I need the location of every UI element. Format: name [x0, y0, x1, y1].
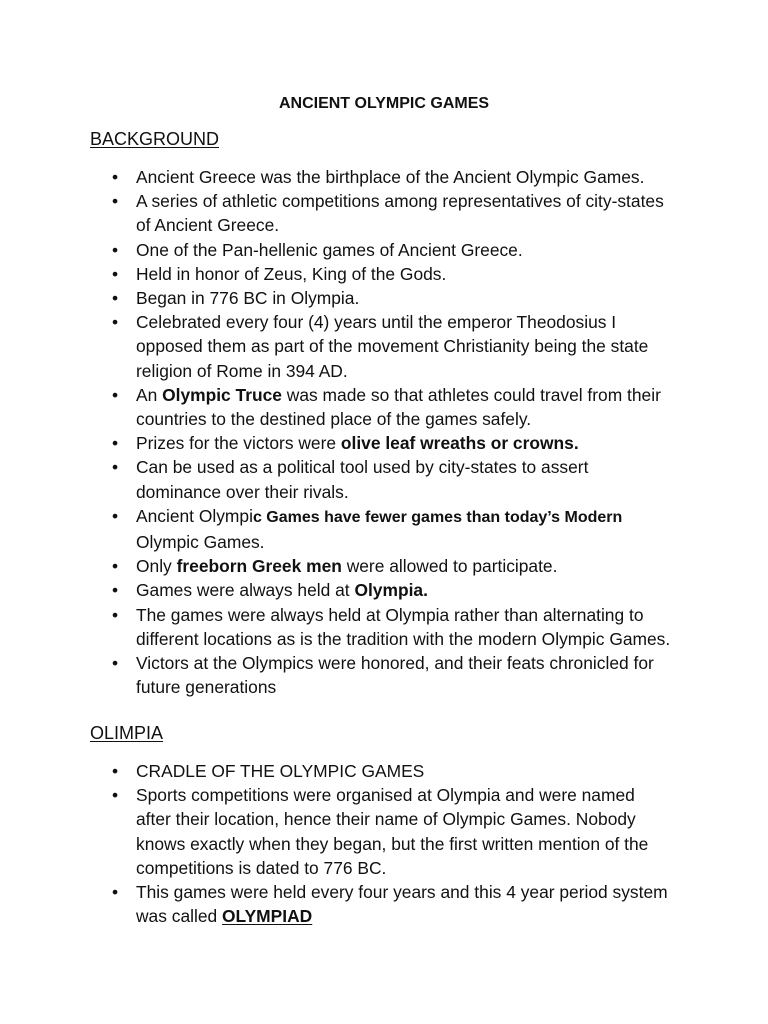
- bullet-item: [112, 554, 692, 578]
- bullet-icon: •: [112, 785, 119, 806]
- bullet-line: [136, 578, 692, 602]
- bullet-line: [136, 530, 692, 554]
- text-run: Celebrated every four (4) years until the emperor Theodosius I: [136, 312, 617, 333]
- bullet-line: [136, 431, 692, 455]
- olimpia-bullet-list: [112, 759, 692, 928]
- bullet-item: [112, 455, 692, 503]
- bullet-icon: •: [112, 580, 119, 601]
- text-run: religion of Rome in 394 AD.: [136, 360, 348, 381]
- text-run: dominance over their rivals.: [136, 481, 349, 502]
- bullet-icon: •: [112, 882, 119, 903]
- bullet-line: [136, 603, 692, 627]
- text-run: competitions is dated to 776 BC.: [136, 857, 387, 878]
- section-heading-olimpia: OLIMPIA: [90, 723, 164, 743]
- text-run: was made so that athletes could travel from their: [281, 384, 661, 405]
- bullet-line: [136, 759, 692, 783]
- bullet-icon: •: [112, 191, 119, 212]
- text-run: A series of athletic competitions among representatives of city-states: [136, 191, 664, 212]
- bullet-line: [136, 904, 692, 928]
- bullet-line: [136, 189, 692, 213]
- text-run: Only: [136, 556, 177, 577]
- text-run: CRADLE OF THE OLYMPIC GAMES: [136, 761, 425, 781]
- bullet-line: [136, 856, 692, 880]
- text-run: This games were held every four years and this 4 year period system: [136, 882, 668, 903]
- bullet-item: [112, 578, 692, 602]
- bullet-line: [136, 783, 692, 807]
- bullet-icon: •: [112, 457, 119, 478]
- text-run: One of the Pan-hellenic games of Ancient Greece.: [136, 239, 523, 260]
- bullet-line: [136, 310, 692, 334]
- bullet-line: [136, 504, 692, 530]
- bullet-icon: •: [112, 604, 119, 625]
- bullet-item: [112, 504, 692, 554]
- bullet-icon: •: [112, 167, 119, 187]
- text-run: The games were always held at Olympia rather than alternating to: [136, 604, 644, 625]
- bullet-line: [136, 651, 692, 675]
- background-bullet-list: [112, 165, 692, 699]
- text-run: Sports competitions were organised at Olympia and were named: [136, 785, 635, 806]
- text-run: Prizes for the victors were: [136, 433, 341, 454]
- section-heading-background: BACKGROUND: [90, 129, 220, 149]
- bullet-icon: •: [112, 505, 119, 526]
- text-run: of Ancient Greece.: [136, 215, 280, 236]
- bullet-line: [136, 554, 692, 578]
- bullet-item: [112, 189, 692, 237]
- bullet-icon: •: [112, 239, 119, 260]
- bullet-line: [136, 455, 692, 479]
- text-run: Olympic Truce: [162, 384, 282, 405]
- bullet-icon: •: [112, 556, 119, 577]
- document-title: ANCIENT OLYMPIC GAMES: [278, 95, 490, 112]
- bullet-item: [112, 262, 692, 286]
- bullet-item: [112, 431, 692, 455]
- text-run: Games were always held at: [136, 580, 355, 601]
- bullet-line: [136, 165, 692, 189]
- text-run: knows exactly when they began, but the first written mention of the: [136, 833, 649, 854]
- text-run: future generations: [136, 677, 277, 698]
- text-run: opposed them as part of the movement Christianity being the state: [136, 336, 649, 357]
- bullet-line: [136, 832, 692, 856]
- bullet-icon: •: [112, 433, 119, 454]
- bullet-icon: •: [112, 653, 119, 674]
- bullet-line: [136, 213, 692, 237]
- text-run: Can be used as a political tool used by city-states to assert: [136, 457, 589, 478]
- text-run: were allowed to participate.: [341, 556, 558, 577]
- bullet-line: [136, 807, 692, 831]
- bullet-line: [136, 238, 692, 262]
- text-run: different locations as is the tradition with the modern Olympic Games.: [136, 628, 671, 649]
- bullet-item: [112, 603, 692, 651]
- bullet-line: [136, 359, 692, 383]
- bullet-icon: •: [112, 288, 119, 309]
- bullet-item: [112, 383, 692, 431]
- text-run: after their location, hence their name of Olympic Games. Nobody: [136, 809, 636, 830]
- text-run: olive leaf wreaths or crowns.: [340, 433, 579, 454]
- bullet-item: [112, 310, 692, 383]
- text-run: countries to the destined place of the games safely.: [136, 409, 532, 430]
- bullet-icon: •: [112, 761, 119, 781]
- bullet-icon: •: [112, 263, 119, 284]
- text-run: OLYMPIAD: [222, 906, 313, 927]
- bullet-item: [112, 759, 692, 783]
- bullet-line: [136, 627, 692, 651]
- text-run: was called: [136, 906, 223, 927]
- bullet-item: [112, 238, 692, 262]
- bullet-item: [112, 286, 692, 310]
- bullet-line: [136, 880, 692, 904]
- bullet-line: [136, 675, 692, 699]
- bullet-item: [112, 165, 692, 189]
- text-run: Ancient Greece was the birthplace of the Ancient Olympic Games.: [136, 167, 645, 187]
- bullet-line: [136, 262, 692, 286]
- bullet-line: [136, 286, 692, 310]
- text-run: Ancient Olympi: [136, 505, 253, 526]
- text-run: Victors at the Olympics were honored, and their feats chronicled for: [136, 653, 654, 674]
- text-run: Olympia.: [354, 580, 428, 601]
- bullet-icon: •: [112, 384, 119, 405]
- bullet-line: [136, 407, 692, 431]
- bullet-item: [112, 783, 692, 880]
- text-run: Began in 776 BC in Olympia.: [136, 288, 360, 309]
- bullet-line: [136, 334, 692, 358]
- text-run: Olympic Games.: [136, 532, 265, 553]
- text-run: freeborn Greek men: [176, 556, 342, 577]
- text-run: c Games have fewer games than today’s Modern: [252, 508, 623, 526]
- bullet-item: [112, 651, 692, 699]
- bullet-icon: •: [112, 312, 119, 333]
- bullet-line: [136, 480, 692, 504]
- bullet-item: [112, 880, 692, 928]
- text-run: An: [136, 384, 163, 405]
- bullet-line: [136, 383, 692, 407]
- text-run: Held in honor of Zeus, King of the Gods.: [136, 263, 447, 284]
